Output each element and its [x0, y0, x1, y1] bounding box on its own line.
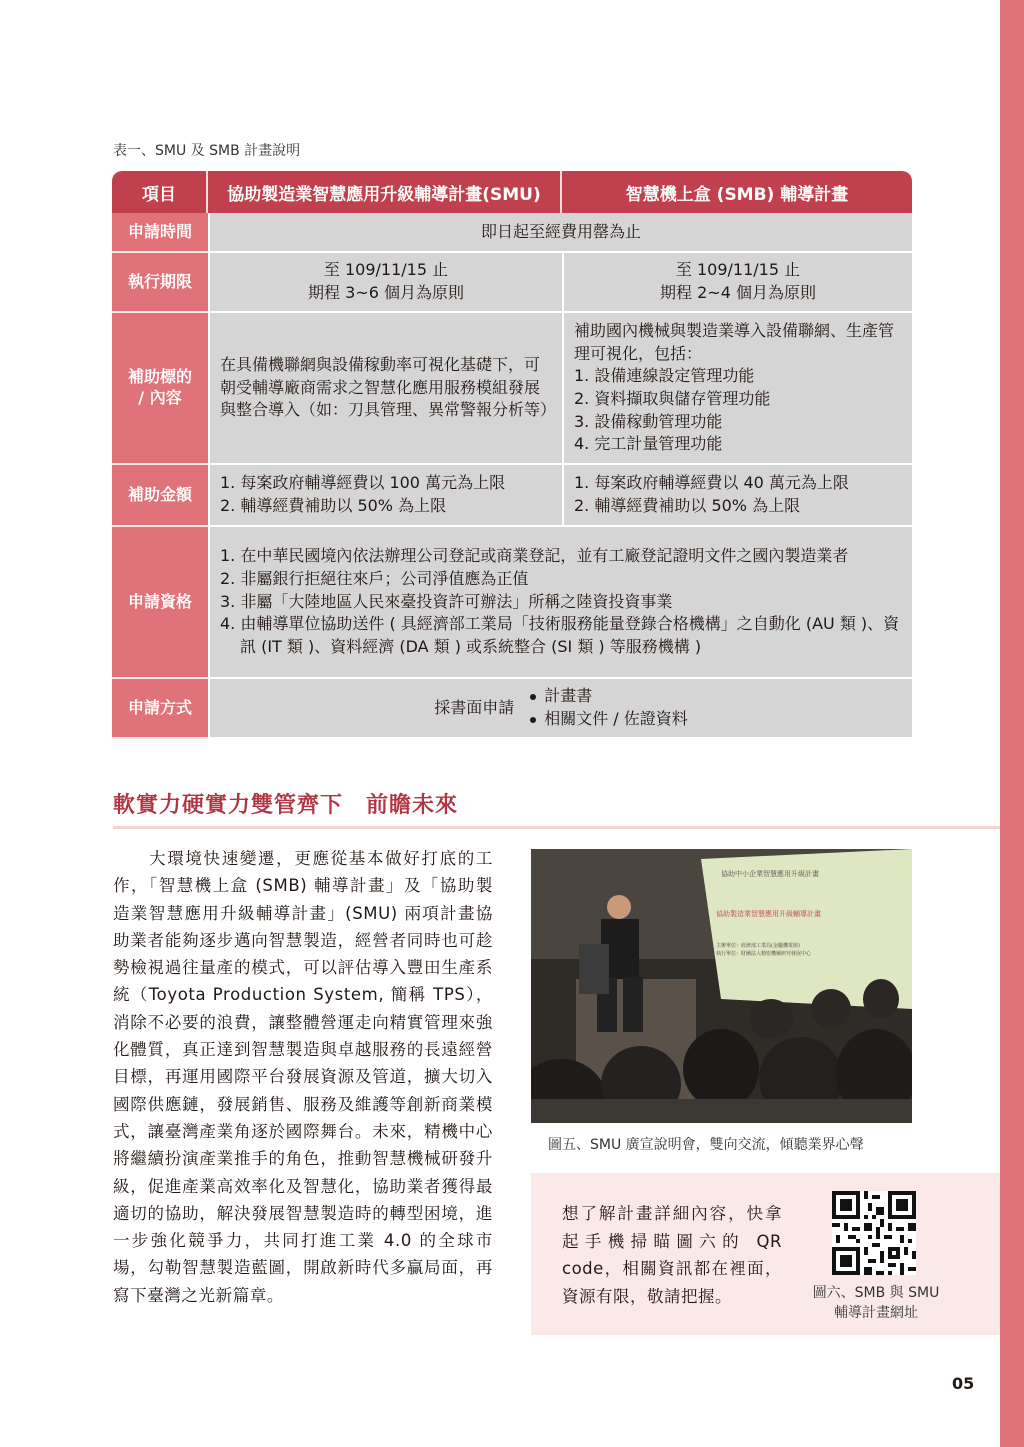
label-method: 申請方式 — [112, 679, 208, 739]
amount-smb-line: 1. 每案政府輔導經費以 40 萬元為上限 — [574, 473, 849, 493]
event-photo — [531, 849, 912, 1123]
header-item: 項目 — [112, 171, 208, 213]
label-target-line: 補助標的 — [127, 367, 192, 387]
row-eligibility — [112, 527, 912, 679]
period-smb-line: 至 109/11/15 止 — [675, 260, 801, 280]
period-smu-line: 至 109/11/15 止 — [323, 260, 449, 280]
amount-smb-line: 2. 輔導經費補助以 50% 為上限 — [574, 496, 801, 515]
amount-smu-line: 1. 每案政府輔導經費以 100 萬元為上限 — [220, 473, 506, 493]
eligibility-item: 2. 非屬銀行拒絕往來戶；公司淨值應為正值 — [220, 568, 529, 588]
qr-caption-line: 圖六、SMB 與 SMU — [812, 1285, 940, 1301]
eligibility-item: 1. 在中華民國境內依法辦理公司登記或商業登記，並有工廠登記證明文件之國內製造業者 — [220, 546, 849, 566]
screen-line: 執行單位：財團法人精密機械研究發展中心 — [716, 951, 812, 957]
target-smb-line: 3. 設備稼動管理功能 — [574, 411, 723, 431]
info-text: 想了解計畫詳細內容，快拿起手機掃瞄圖六的 QR code，相關資訊都在裡面，資源有限，敬請把握。 — [562, 1204, 782, 1306]
label-period: 執行期限 — [112, 253, 208, 313]
target-smu: 在具備機聯網與設備稼動率可視化基礎下，可朝受輔導廠商需求之智慧化應用服務模組發展與整合導入（如：刀具管理、異常警報分析等） — [208, 313, 562, 465]
page-edge-bar — [1000, 0, 1024, 1447]
amount-smu — [208, 465, 562, 527]
label-target-line: / 內容 — [138, 388, 182, 407]
target-smb-line: 4. 完工計量管理功能 — [574, 434, 723, 454]
row-target — [112, 313, 912, 465]
header-smb: 智慧機上盒 (SMB) 輔導計畫 — [562, 171, 912, 213]
label-target — [112, 313, 208, 465]
period-smb-line: 期程 2~4 個月為原則 — [660, 283, 816, 302]
plan-comparison-table — [112, 171, 912, 739]
section-divider — [113, 826, 1000, 829]
seminar-photo-illustration — [531, 849, 912, 1123]
table-caption: 表一、SMU 及 SMB 計畫說明 — [113, 143, 301, 159]
screen-line: 協助製造業智慧應用升級輔導計畫 — [716, 910, 821, 918]
qr-caption — [806, 1283, 946, 1323]
table-header-row — [112, 171, 912, 213]
period-smu-line: 期程 3~6 個月為原則 — [308, 283, 464, 302]
label-eligibility: 申請資格 — [112, 527, 208, 679]
qr-caption-line: 輔導計畫網址 — [834, 1305, 918, 1321]
label-apply-time: 申請時間 — [112, 213, 208, 253]
method-value — [208, 679, 912, 739]
label-amount: 補助金額 — [112, 465, 208, 527]
apply-time-value: 即日起至經費用罄為止 — [208, 213, 912, 253]
page-number: 05 — [952, 1374, 975, 1393]
row-apply-time — [112, 213, 912, 253]
method-prefix: 採書面申請 — [434, 697, 515, 717]
header-smu: 協助製造業智慧應用升級輔導計畫(SMU) — [208, 171, 562, 213]
row-period — [112, 253, 912, 313]
section-title: 軟實力硬實力雙管齊下 前瞻未來 — [113, 793, 459, 818]
screen-line: 主辦單位：經濟部工業局(金屬機電組) — [716, 943, 800, 949]
photo-caption: 圖五、SMU 廣宣說明會，雙向交流，傾聽業界心聲 — [548, 1137, 864, 1153]
body-paragraph: 大環境快速變遷，更應從基本做好打底的工作，「智慧機上盒 (SMB) 輔導計畫」及「協助製造業智慧應用升級輔導計畫」(SMU) 兩項計畫協助業者能夠逐步邁向智慧製造，經營者同時也可趁勢檢視過往量產的模式，可以評估導入豐田生產系統（Toyota Production System, 簡稱 TPS），消除不必要的浪費，讓整體營運走向精實管理來強化體質，真正達到智慧製造與卓越服務的長遠經營目標，再運用國際平台發展資源及管道，擴大切入國際供應鏈，發展銷售、服務及維護等創新商業模式，讓臺灣產業角逐於國際舞台。未來，精機中心將繼續扮演產業推手的角色，推動智慧機械研發升級，促進產業高效率化及智慧化，協助業者獲得最適切的協助，解決發展智慧製造時的轉型困境，進一步強化競爭力，共同打進工業 4.0 的全球市場，勾勒智慧製造藍圖，開啟新時代多贏局面，再寫下臺灣之光新篇章。 — [113, 849, 493, 1305]
target-smb-line: 1. 設備連線設定管理功能 — [574, 366, 755, 386]
eligibility-list — [208, 527, 912, 679]
screen-line: 協助中小企業智慧應用升級計畫 — [721, 870, 819, 878]
qr-code-icon[interactable] — [832, 1191, 916, 1275]
eligibility-item: 3. 非屬「大陸地區人民來臺投資許可辦法」所稱之陸資投資事業 — [220, 591, 673, 611]
period-smb — [562, 253, 912, 313]
target-smb — [562, 313, 912, 465]
method-bullet: 計畫書 — [530, 685, 688, 708]
period-smu — [208, 253, 562, 313]
target-smb-line: 2. 資料擷取與儲存管理功能 — [574, 389, 771, 408]
row-amount — [112, 465, 912, 527]
target-smb-line: 補助國內機械與製造業導入設備聯網、生產管理可視化，包括： — [574, 320, 895, 363]
method-bullet: 相關文件 / 佐證資料 — [530, 708, 688, 731]
amount-smb — [562, 465, 912, 527]
eligibility-item: 4. 由輔導單位協助送件 ( 具經濟部工業局「技術服務能量登錄合格機構」之自動化 (AU 類 )、資訊 (IT 類 )、資料經濟 (DA 類 ) 或系統整合 (SI 類 ) 等服務機構 ) — [220, 614, 900, 657]
amount-smu-line: 2. 輔導經費補助以 50% 為上限 — [220, 496, 447, 515]
row-method — [112, 679, 912, 739]
